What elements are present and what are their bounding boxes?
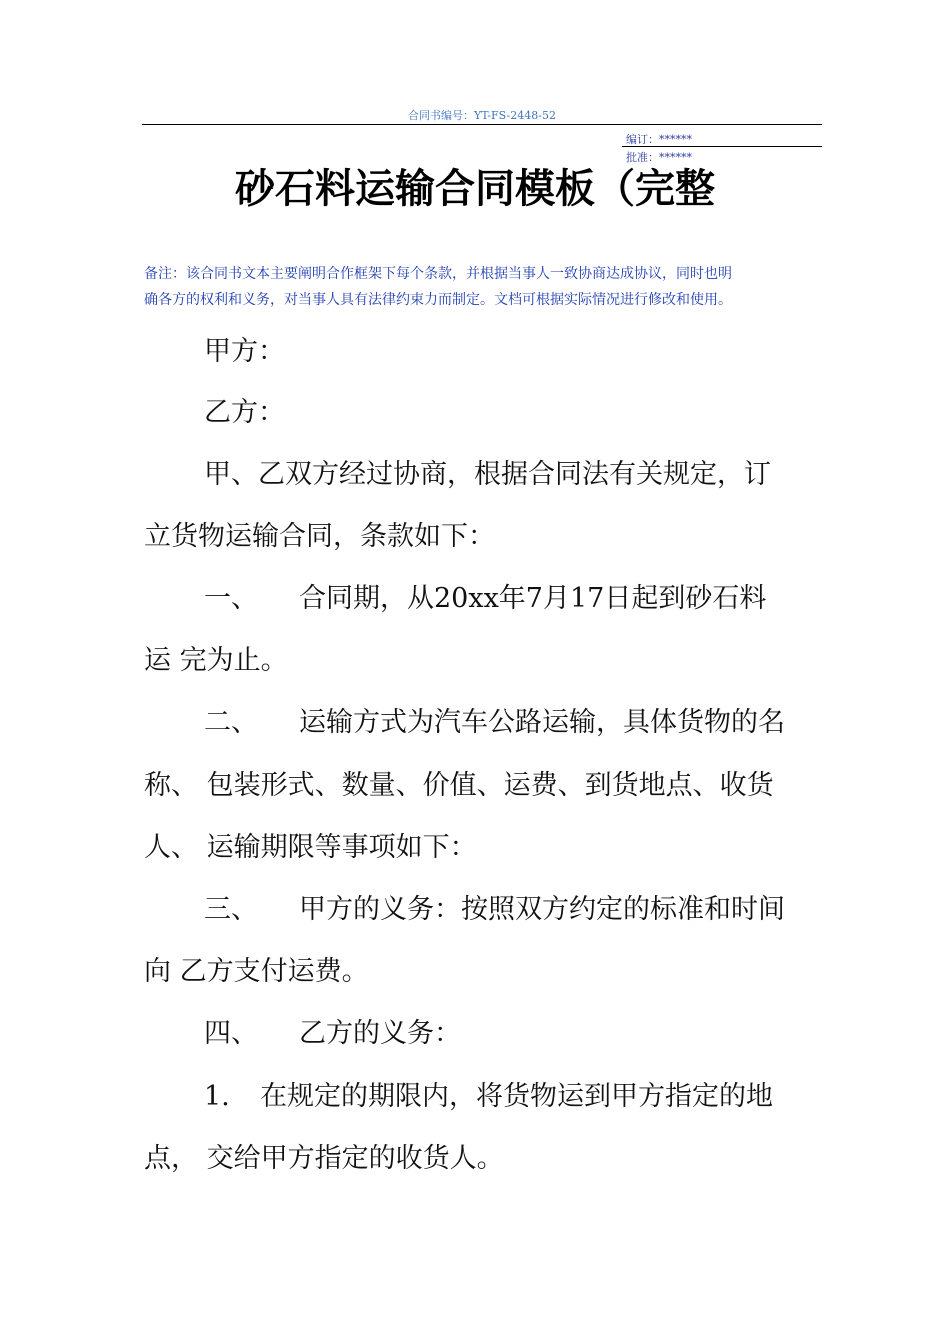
sub-item-1-continued: 点， 交给甲方指定的收货人。 <box>144 1143 504 1174</box>
party-a: 甲方： <box>204 336 285 367</box>
clause-2-continued-2: 人、 运输期限等事项如下： <box>144 832 477 863</box>
clause-2-continued-1: 称、 包装形式、数量、价值、运费、到货地点、收货 <box>144 770 774 801</box>
intro-line-1: 甲、乙双方经过协商，根据合同法有关规定，订 <box>204 459 771 490</box>
meta-rule <box>622 146 822 147</box>
sub-item-1 <box>204 1079 773 1115</box>
clause-2 <box>204 705 785 741</box>
clause-1-number: 一、 <box>204 583 258 614</box>
remark-note <box>144 261 824 313</box>
clause-3-text: 甲方的义务：按照双方约定的标准和时间 <box>299 894 785 925</box>
clause-3-continued: 向 乙方支付运费。 <box>144 956 369 987</box>
clause-2-number: 二、 <box>204 707 258 738</box>
remark-line-1: 备注：该合同书文本主要阐明合作框架下每个条款，并根据当事人一致协商达成协议，同时也明 <box>144 266 732 282</box>
clause-4-text: 乙方的义务： <box>299 1018 461 1049</box>
clause-2-text: 运输方式为汽车公路运输，具体货物的名 <box>299 707 785 738</box>
edit-label: 编订：****** <box>626 133 692 146</box>
intro-line-2: 立货物运输合同，条款如下： <box>144 521 495 552</box>
clause-4 <box>204 1016 461 1052</box>
clause-3-number: 三、 <box>204 894 258 925</box>
header-rule <box>142 124 822 125</box>
clause-1-text: 合同期，从20xx年7月17日起到砂石料 <box>299 583 767 614</box>
party-b: 乙方： <box>204 397 285 428</box>
sub-item-1-text: 在规定的期限内，将货物运到甲方指定的地 <box>260 1081 773 1112</box>
clause-4-number: 四、 <box>204 1018 258 1049</box>
approve-label: 批准：****** <box>626 151 692 164</box>
clause-3 <box>204 892 785 928</box>
document-title: 砂石料运输合同模板（完整 <box>235 166 715 212</box>
contract-number: 合同书编号：YT-FS-2448-52 <box>408 109 556 122</box>
clause-1-continued: 运 完为止。 <box>144 645 288 676</box>
sub-item-1-number: 1. <box>204 1081 230 1112</box>
remark-line-2: 确各方的权利和义务，对当事人具有法律约束力而制定。文档可根据实际情况进行修改和使用。 <box>144 292 732 308</box>
clause-1 <box>204 581 766 617</box>
